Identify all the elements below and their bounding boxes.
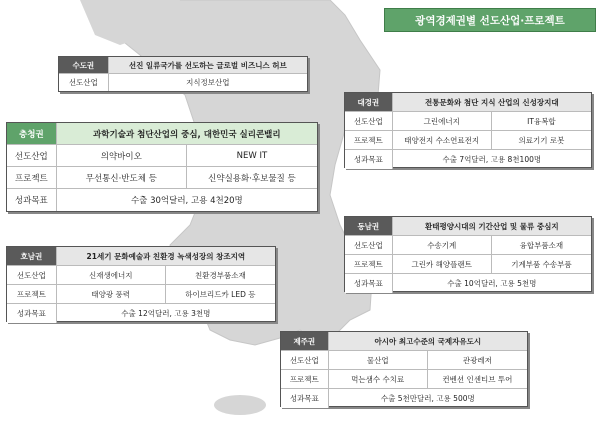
industry-value: 관광레저	[462, 355, 492, 365]
goal-value: 수출 7억달러, 고용 8천100명	[442, 155, 542, 164]
industry-value: NEW IT	[236, 150, 268, 161]
region-name: 대경권	[345, 93, 393, 111]
region-table-chungcheong	[6, 122, 318, 212]
region-table-dongnam	[344, 216, 592, 292]
project-value: 하이브리드카 LED 등	[185, 289, 256, 299]
region-vision: 아시아 최고수준의 국제자유도시	[329, 332, 527, 350]
label-industry: 선도산업	[281, 351, 329, 369]
industry-value: 수송기계	[393, 236, 492, 254]
label-industry: 선도산업	[345, 236, 393, 254]
project-value: 의료기기 로봇	[518, 135, 565, 145]
project-value: 먹는샘수 수치료	[329, 370, 428, 388]
project-value: 태양광 풍력	[57, 285, 166, 303]
region-vision: 선진 일류국가를 선도하는 글로벌 비즈니스 허브	[109, 57, 307, 73]
industry-value: 의약바이오	[57, 145, 187, 166]
label-project: 프로젝트	[345, 255, 393, 273]
label-industry: 선도산업	[7, 266, 57, 284]
industry-value: IT융복합	[527, 116, 556, 126]
label-industry: 선도산업	[59, 74, 109, 91]
region-table-honam	[6, 246, 276, 322]
goal-value: 수출 30억달러, 고용 4천20명	[130, 196, 243, 206]
region-name: 충청권	[7, 123, 57, 144]
industry-value: 친환경부품소재	[195, 270, 246, 280]
label-goal: 성과목표	[7, 304, 57, 323]
goal-value: 수출 5천만달러, 고용 500명	[380, 394, 475, 403]
region-name: 동남권	[345, 217, 393, 235]
region-vision: 과학기술과 첨단산업의 중심, 대한민국 실리콘밸리	[57, 123, 317, 144]
industry-value: 융합부품소재	[519, 240, 564, 250]
region-table-sudo	[58, 56, 308, 92]
industry-value: 물산업	[329, 351, 428, 369]
label-goal: 성과목표	[345, 274, 393, 293]
label-project: 프로젝트	[345, 131, 393, 149]
region-name: 제주권	[281, 332, 329, 350]
region-name: 호남권	[7, 247, 57, 265]
project-value: 태양전지 수소연료전지	[393, 131, 492, 149]
label-industry: 선도산업	[7, 145, 57, 166]
region-vision: 전통문화와 첨단 지식 산업의 신성장지대	[393, 93, 591, 111]
project-value: 신약실용화·후보물질 등	[208, 173, 296, 184]
region-table-jeju	[280, 331, 528, 407]
label-project: 프로젝트	[7, 285, 57, 303]
jeju-island	[214, 395, 266, 415]
region-vision: 환태평양시대의 기간산업 및 물류 중심지	[393, 217, 591, 235]
label-goal: 성과목표	[345, 150, 393, 169]
region-name: 수도권	[59, 57, 109, 73]
label-goal: 성과목표	[281, 389, 329, 408]
region-vision: 21세기 문화예술과 친환경 녹색성장의 창조지역	[57, 247, 275, 265]
label-goal: 성과목표	[7, 189, 57, 211]
page-title: 광역경제권별 선도산업·프로젝트	[384, 8, 596, 32]
industry-value: 지식정보산업	[186, 78, 230, 87]
industry-value: 신재생에너지	[57, 266, 166, 284]
label-project: 프로젝트	[281, 370, 329, 388]
goal-value: 수출 10억달러, 고용 5천명	[447, 279, 537, 288]
goal-value: 수출 12억달러, 고용 3천명	[121, 309, 211, 318]
region-table-daegyeong	[344, 92, 592, 168]
project-value: 무선통신·반도체 등	[57, 167, 187, 188]
project-value: 기계부품 수송부품	[511, 259, 572, 269]
label-project: 프로젝트	[7, 167, 57, 188]
project-value: 컨벤션 인센티브 투어	[442, 374, 513, 384]
project-value: 그린카 해양플랜트	[393, 255, 492, 273]
label-industry: 선도산업	[345, 112, 393, 130]
industry-value: 그린에너지	[393, 112, 492, 130]
